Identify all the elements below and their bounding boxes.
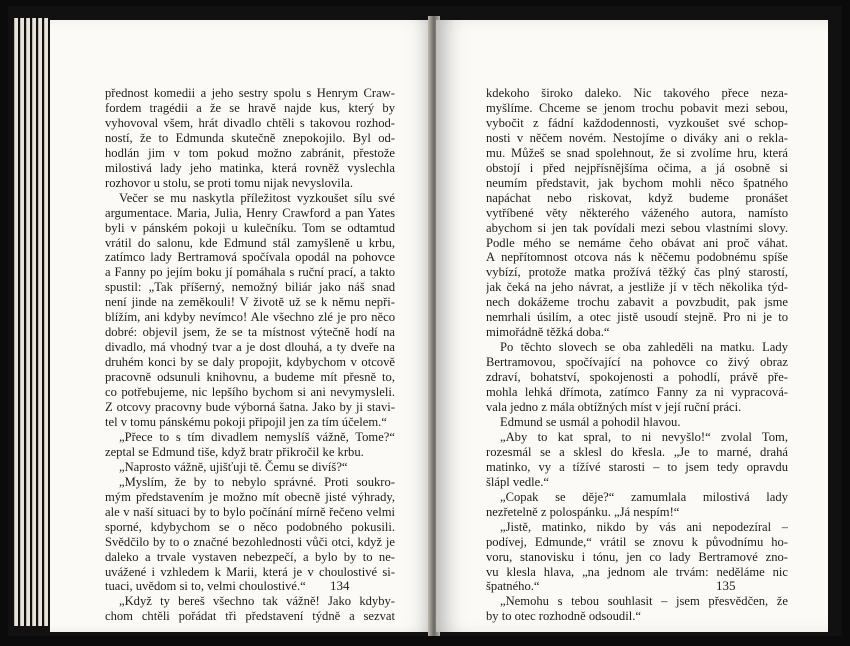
text-line: špatného.“ [486,579,540,594]
text-line: zdraví, bohatství, spokojenosti a pohodlí, právě pře- [486,370,788,385]
text-line: napáchat nebo riskovat, když budeme pronášet [486,190,788,205]
text-line: mým představením je možno mít obecně jisté výhrady, [105,489,395,504]
text-line: vrátil do salonu, kde Edmund stál zamyšleně u krbu, [105,235,395,250]
text-line: rozesmál se a sklesl do křesla. „Je to marné, drahá [486,444,788,459]
text-line: rozhovor u stolu, se proti tomu nijak nevyslovila. [105,175,353,190]
page-edge [26,18,30,626]
text-line: vyhovoval všem, hrát divadlo chtěli s takovou rozhod- [105,115,395,130]
text-line: abychom si jen tak povídali mezi sebou vlastními slovy. [486,220,788,235]
text-line: obstojí i před nejpřísnějšíma očima, a já osobně si [486,160,788,175]
text-line: neumím představit, jak bychom mohli něco špatného [486,175,788,190]
right-page-text [486,86,788,624]
text-line: Z otcovy pracovny bude výborná šatna. Jako by ji stavi- [105,400,395,415]
text-line: pracovně odsunuli knihovnu, a budeme mít přesně to, [105,370,395,385]
text-line: „Když ty bereš všechno tak vážně! Jako kdyby- [119,594,395,609]
text-line: nemrhali úsilím, a otec jistě usoudí stejně. Pro ni je to [486,310,788,325]
text-line: ale v naší situaci by to bylo počínání mírně řečeno velmi [105,504,395,519]
text-line: Bertramovou, spočívající na pohovce co živý obraz [486,355,788,370]
text-line: argumentace. Maria, Julia, Henry Crawford a pan Yates [105,205,395,220]
text-line: druhém konci by se daly propojit, kdybychom v otcově [105,355,395,370]
text-line: jak čeká na jeho návrat, a jestliže jí v těch několika týd- [486,280,788,295]
text-line: kdekoho široko daleko. Nic takového přece neza- [486,86,788,100]
text-line: nosti v něčem novém. Nestojíme o diváky ani o rekla- [486,130,788,145]
text-line: vala jedno z mála obtížných míst v její ruční práci. [486,400,742,415]
text-line: dobré: objevil jsem, že se ta místnost výtečně hodí na [105,325,395,340]
text-line: hodlán jim v tom pokud možno zabránit, přestože [105,145,395,160]
page-edge [38,18,42,626]
page-edge [32,18,36,626]
text-line: fordem tragédii a že se hravě najde kus, který by [105,100,395,115]
left-page-text [105,86,395,624]
text-line: vytříbené věty některého váženého autora, namísto [486,205,788,220]
right-page-number: 135 [716,578,736,593]
text-line: tuaci, uvědom si to, velmi choulostivé.“ [105,579,306,594]
page-edge [14,18,18,626]
text-line: milostivá lady jeho matinka, která rovněž vyslechla [105,160,395,175]
text-line: „Přece to s tím divadlem nemyslíš vážně, Tome?“ [119,429,395,444]
right-page [436,20,828,632]
left-page-number: 134 [330,578,350,593]
text-line: A nepřítomnost otcova nás k něčemu podobnému spíše [486,250,788,265]
text-line: „Myslím, že by to nebylo správné. Proti soukro- [119,474,395,489]
text-line: daleko a trvale vystaven nebezpečí, a bylo by to ne- [105,549,395,564]
text-line: co potřebujeme, nic lepšího bychom si ani nevymysleli. [105,385,395,400]
text-line: přednost komedii a jeho sestry spolu s Henrym Craw- [105,86,395,100]
text-line: sporné, kdybychom se o něco podobného pokusili. [105,519,395,534]
text-line: blížím, ani kdyby nevímco! Ale všechno zlé je pro něco [105,310,395,325]
text-line: mimořádně těžká doba.“ [486,325,610,340]
text-line: nezřetelně z polospánku. „Já nespím!“ [486,504,680,519]
text-line: mu. Můžeš se snad spolehnout, že si zvolíme hru, která [486,145,788,160]
text-line: by to otec rozhodně odsoudil.“ [486,609,641,624]
text-line: byli v pánském pokoji u kulečníku. Tom se odtamtud [105,220,395,235]
open-book [8,6,842,636]
text-line: spustil: „Tak příšerný, nemožný biliár jako náš snad [105,280,395,295]
text-line: vybočit z fádní každodennosti, vyzkoušet své schop- [486,115,788,130]
text-line: Edmund se usmál a pohodil hlavou. [500,414,681,429]
text-line: není jinde na zeměkouli! V životě už se k němu nepři- [105,295,395,310]
text-line: Podle mého se nemáme čeho obávat ani proč váhat. [486,235,788,250]
text-line: voru, stanovisku i tónu, jen co lady Bertramové zno- [486,549,788,564]
text-line: vybízí, protože matka prožívá těžký čas plný starostí, [486,265,788,280]
text-line: matinko, vy a tížívé starosti – to jsem tedy opravdu [486,459,788,474]
text-line: „Jistě, matinko, nikdo by vás ani nepodezíral – [500,519,788,534]
text-line: zatímco lady Bertramová spočívala opodál na pohovce [105,250,395,265]
text-line: mohla lehká dřímota, zatímco Fanny za ni vypracová- [486,385,788,400]
text-line: „Nemohu s tebou souhlasit – jsem přesvědčen, že [500,594,788,609]
page-edge [20,18,24,626]
text-line: uvážené i vzhledem k Marii, která je v choulostivé si- [105,564,395,579]
text-line: „Aby to kat spral, to ni nevyšlo!“ zvolal Tom, [500,429,788,444]
text-line: zeptal se Edmund tiše, když bratr přikročil ke krbu. [105,444,364,459]
text-line: Po těchto slovech se oba zahleděli na matku. Lady [500,340,788,355]
text-line: „Naprosto vážně, ujišťuji tě. Čemu se divíš?“ [119,459,348,474]
text-line: chom chtěli pořádat tři představení týdně a sezvat [105,609,395,624]
text-line: šlápl vedle.“ [486,474,549,489]
text-line: Svědčilo by to o značné bezohlednosti vůči otci, když je [105,534,395,549]
text-line: tel v tomu pánskému pokoji připojil jen za tím účelem.“ [105,414,387,429]
page-edge [44,18,48,626]
text-line: Večer se mu naskytla příležitost vyzkoušet sílu své [119,190,395,205]
text-line: „Copak se děje?“ zamumlala milostivá lady [500,489,788,504]
left-page [50,20,434,632]
text-line: vu klesla hlava, „na jednom ale trvám: neděláme nic [486,564,788,579]
text-line: divadlo, má vhodný tvar a je dost dlouhá, a ty dveře na [105,340,395,355]
text-line: podívej, Edmunde,“ vrátil se znovu k původnímu ho- [486,534,788,549]
text-line: myšlíme. Chceme se jenom trochu pobavit mezi sebou, [486,100,788,115]
text-line: a Fanny po jejím boku jí pomáhala s ruční prací, a takto [105,265,395,280]
text-line: ností, že to Edmunda skutečně znepokojilo. Byl od- [105,130,395,145]
text-line: nech dokážeme trochu zabavit a povzbudit, pak jsme [486,295,788,310]
